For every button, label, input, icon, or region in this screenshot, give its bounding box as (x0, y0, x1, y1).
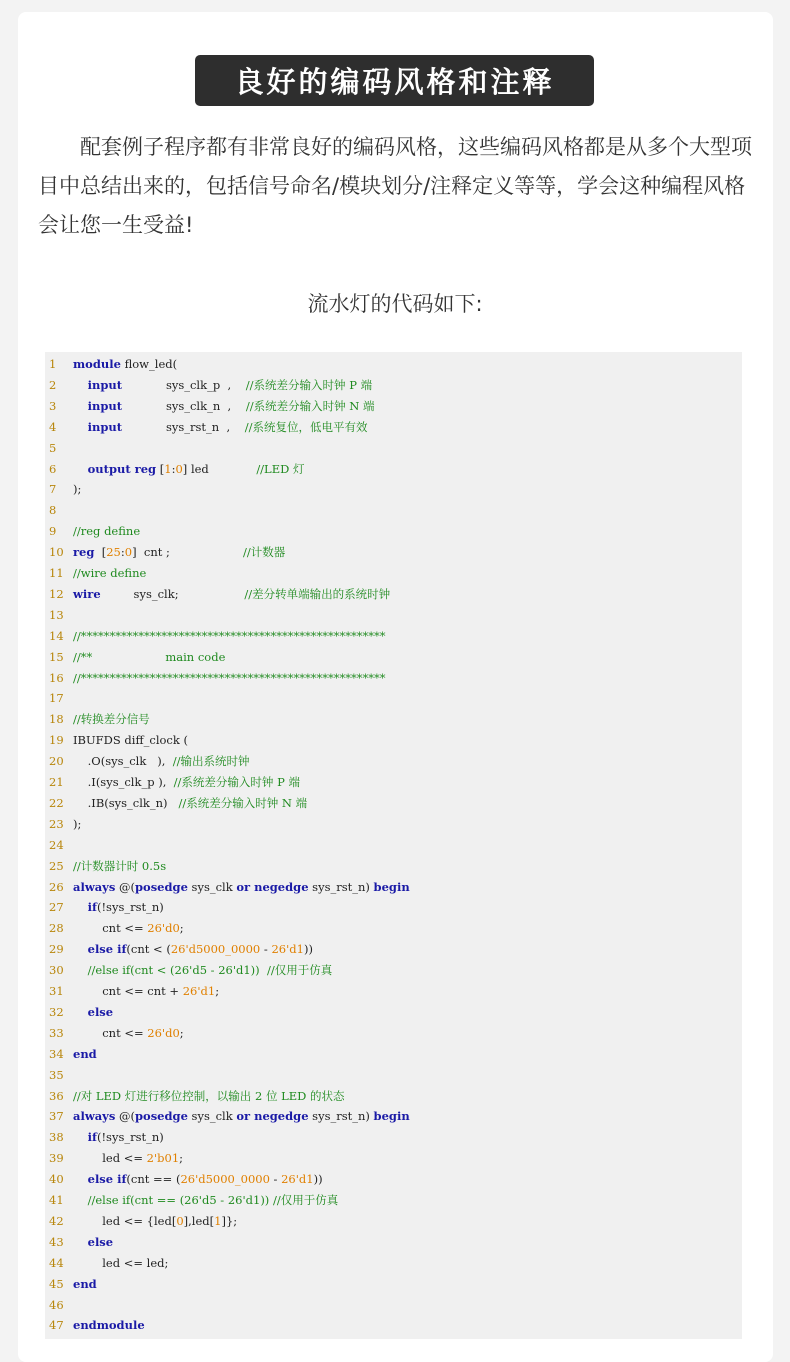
code-text: @( (115, 879, 135, 894)
line-number: 14 (49, 628, 64, 643)
code-line (45, 1315, 145, 1336)
line-number: 39 (49, 1151, 64, 1166)
code-text: ; (215, 984, 220, 998)
code-line (45, 1086, 345, 1107)
code-keyword: reg (73, 545, 95, 560)
code-text: sys_clk (187, 879, 237, 894)
code-text: cnt <= cnt + (73, 984, 183, 998)
code-text: : (171, 461, 176, 476)
code-text: [ (94, 545, 107, 560)
code-keyword: end (73, 1046, 97, 1061)
code-keyword: input (87, 419, 123, 434)
code-keyword: module (73, 357, 121, 371)
line-number: 4 (49, 419, 57, 434)
code-line (45, 1169, 323, 1190)
line-number: 12 (49, 586, 64, 601)
line-number: 8 (49, 503, 57, 518)
code-text (73, 399, 88, 413)
line-number: 9 (49, 524, 57, 539)
code-number: 26'd1 (281, 1172, 314, 1187)
code-number: 26'd1 (182, 984, 216, 998)
code-comment: //计数器 (243, 545, 286, 560)
line-number: 34 (49, 1046, 64, 1061)
code-number: 25 (106, 545, 121, 560)
code-line (45, 1211, 237, 1232)
code-text: )) (313, 1172, 323, 1187)
code-comment: //对 LED 灯进行移位控制，以输出 2 位 LED 的状态 (73, 1088, 345, 1103)
line-number: 15 (49, 649, 64, 664)
code-text: ],led[ (183, 1213, 215, 1228)
line-number: 24 (49, 837, 64, 852)
code-comment: //else if(cnt == (26'd5 - 26'd1)) //仅用于仿真 (87, 1193, 339, 1207)
code-comment: //差分转单端输出的系统时钟 (244, 586, 391, 601)
line-number: 17 (49, 691, 64, 706)
code-text (73, 1235, 88, 1249)
code-keyword: input (87, 398, 123, 413)
line-number: 18 (49, 712, 64, 727)
code-keyword: posedge (134, 879, 188, 894)
code-number: 0 (124, 545, 133, 560)
code-text: ] cnt ; (132, 545, 243, 560)
code-line (45, 605, 73, 626)
code-text: cnt <= (73, 921, 148, 936)
code-text: .IB(sys_clk_n) (73, 795, 179, 810)
code-text: (!sys_rst_n) (96, 1130, 164, 1145)
code-text: sys_clk (187, 1109, 237, 1124)
code-keyword: if (87, 900, 97, 915)
title-banner: 良好的编码风格和注释 (195, 55, 594, 106)
code-keyword: always (73, 879, 116, 894)
code-text: sys_clk_p , (122, 377, 246, 392)
code-text (73, 420, 88, 434)
code-number: 26'd0 (147, 921, 180, 936)
code-keyword: input (87, 377, 123, 392)
code-line (45, 730, 188, 751)
line-number: 22 (49, 795, 64, 810)
line-number: 42 (49, 1213, 64, 1228)
code-line (45, 1127, 164, 1148)
code-line (45, 814, 81, 835)
code-comment: //reg define (73, 524, 141, 539)
code-line (45, 668, 386, 689)
code-text: ; (179, 1025, 184, 1040)
code-line (45, 1044, 97, 1065)
line-number: 7 (49, 482, 57, 497)
code-line (45, 751, 250, 772)
code-comment: //***************************************************** (73, 628, 386, 643)
line-number: 23 (49, 816, 64, 831)
code-line (45, 835, 73, 856)
code-block (45, 352, 742, 1339)
code-keyword: else (87, 1004, 114, 1019)
code-text: IBUFDS diff_clock ( (73, 733, 188, 748)
line-number: 46 (49, 1297, 64, 1312)
code-keyword: always (73, 1109, 116, 1124)
code-comment: //输出系统时钟 (172, 754, 250, 769)
code-text: (cnt == ( (126, 1172, 181, 1187)
code-text: ; (179, 1151, 184, 1166)
code-text: - (269, 1172, 282, 1187)
code-keyword: begin (373, 879, 410, 894)
code-comment: //转换差分信号 (73, 712, 150, 727)
code-text (73, 1005, 88, 1019)
code-text: led <= {led[ (73, 1213, 177, 1228)
code-number: 1 (164, 461, 172, 476)
code-keyword: end (73, 1276, 97, 1291)
code-number: 2'b01 (146, 1151, 180, 1166)
code-line (45, 1065, 73, 1086)
code-text: led <= led; (73, 1255, 169, 1270)
code-comment: //else if(cnt < (26'd5 - 26'd1)) //仅用于仿真 (87, 963, 333, 978)
line-number: 2 (49, 377, 57, 392)
code-keyword: begin (373, 1109, 410, 1124)
line-number: 41 (49, 1193, 64, 1207)
code-comment: //系统差分输入时钟 P 端 (173, 775, 300, 789)
code-text (73, 942, 88, 956)
code-text: ; (179, 921, 184, 936)
code-keyword: or negedge (236, 879, 309, 894)
code-keyword: if (87, 1130, 97, 1145)
code-line (45, 626, 386, 647)
code-comment: //wire define (73, 566, 147, 580)
code-text: .O(sys_clk ), (73, 754, 173, 769)
code-line (45, 1253, 168, 1274)
code-line (45, 563, 146, 584)
code-line (45, 1295, 73, 1316)
code-line (45, 479, 81, 500)
code-text: .I(sys_clk_p ), (73, 775, 174, 789)
code-text: )) (303, 942, 313, 957)
code-text: (cnt < ( (126, 942, 171, 957)
code-text: sys_rst_n) (308, 879, 374, 894)
code-line (45, 939, 313, 960)
code-number: 26'd5000_0000 (170, 942, 261, 957)
code-line (45, 417, 368, 438)
code-line (45, 521, 140, 542)
code-line (45, 772, 300, 793)
code-line (45, 960, 332, 981)
code-keyword: endmodule (73, 1318, 145, 1333)
code-keyword: else (87, 1234, 114, 1249)
line-number: 25 (49, 858, 64, 873)
code-line (45, 396, 374, 417)
line-number: 43 (49, 1234, 64, 1249)
code-keyword: output reg (87, 461, 157, 476)
line-number: 11 (49, 566, 64, 580)
line-number: 35 (49, 1067, 64, 1082)
line-number: 33 (49, 1025, 64, 1040)
line-number: 5 (49, 440, 57, 455)
line-number: 47 (49, 1318, 64, 1333)
code-line (45, 1274, 97, 1295)
code-text: ); (73, 816, 82, 831)
code-text: sys_rst_n , (122, 419, 245, 434)
code-line (45, 584, 390, 605)
code-text: cnt <= (73, 1025, 148, 1040)
line-number: 21 (49, 775, 64, 789)
line-number: 31 (49, 984, 64, 998)
code-text: sys_rst_n) (308, 1109, 374, 1124)
code-line (45, 438, 73, 459)
code-line (45, 918, 184, 939)
code-keyword: or negedge (236, 1109, 309, 1124)
line-number: 28 (49, 921, 64, 936)
code-text: ] led (182, 461, 257, 476)
code-line (45, 688, 73, 709)
code-line (45, 981, 219, 1002)
line-number: 36 (49, 1088, 64, 1103)
code-text: ); (73, 482, 82, 497)
code-comment: //系统差分输入时钟 N 端 (245, 398, 375, 413)
code-keyword: else if (87, 1172, 127, 1187)
code-text: sys_clk; (100, 586, 245, 601)
code-line (45, 897, 164, 918)
code-line (45, 354, 177, 375)
line-number: 38 (49, 1130, 64, 1145)
line-number: 37 (49, 1109, 64, 1124)
code-line (45, 542, 285, 563)
code-text (73, 1172, 88, 1186)
line-number: 44 (49, 1255, 64, 1270)
code-line (45, 856, 166, 877)
line-number: 45 (49, 1276, 64, 1291)
code-line (45, 1232, 113, 1253)
code-text (73, 900, 88, 914)
code-line (45, 877, 410, 898)
line-number: 40 (49, 1172, 64, 1187)
line-number: 30 (49, 963, 64, 978)
code-line (45, 1023, 184, 1044)
code-text (73, 462, 88, 476)
code-number: 1 (214, 1213, 222, 1228)
code-line (45, 793, 307, 814)
code-line (45, 709, 150, 730)
code-comment: //系统差分输入时钟 P 端 (245, 377, 373, 392)
line-number: 16 (49, 670, 64, 685)
intro-paragraph: 配套例子程序都有非常良好的编码风格，这些编码风格都是从多个大型项目中总结出来的，包括信号命名/模块划分/注释定义等等，学会这种编程风格会让您一生受益! (38, 135, 752, 237)
code-text: (!sys_rst_n) (96, 900, 164, 915)
line-number: 27 (49, 900, 64, 915)
code-text (73, 378, 88, 392)
code-comment: //***************************************************** (73, 670, 386, 685)
code-keyword: wire (73, 586, 101, 601)
code-text: ]}; (221, 1213, 238, 1228)
line-number: 10 (49, 545, 64, 560)
code-keyword: posedge (134, 1109, 188, 1124)
code-line (45, 1148, 183, 1169)
line-number: 6 (49, 461, 57, 476)
line-number: 20 (49, 754, 64, 769)
code-line (45, 375, 372, 396)
code-keyword: else if (87, 942, 127, 957)
code-number: 0 (175, 461, 183, 476)
code-text: sys_clk_n , (122, 398, 246, 413)
code-text: : (120, 545, 125, 560)
line-number: 13 (49, 607, 64, 622)
code-line (45, 647, 225, 668)
code-text: - (260, 942, 272, 957)
code-line (45, 459, 304, 480)
code-comment: //系统差分输入时钟 N 端 (178, 795, 308, 810)
code-caption: 流水灯的代码如下: (307, 292, 483, 316)
line-number: 1 (49, 357, 57, 371)
code-number: 26'd5000_0000 (180, 1172, 270, 1187)
code-comment: //系统复位，低电平有效 (244, 419, 368, 434)
code-text: @( (115, 1109, 135, 1124)
code-comment: //** main code (73, 649, 226, 664)
line-number: 19 (49, 733, 64, 748)
code-text (73, 1193, 88, 1207)
code-number: 0 (176, 1213, 184, 1228)
code-text: flow_led( (120, 357, 178, 371)
code-line (45, 1106, 410, 1127)
code-line (45, 1002, 113, 1023)
code-line (45, 500, 73, 521)
line-number: 32 (49, 1004, 64, 1019)
code-text: led <= (73, 1151, 147, 1166)
line-number: 29 (49, 942, 64, 957)
code-number: 26'd1 (271, 942, 304, 957)
code-line (45, 1190, 338, 1211)
line-number: 26 (49, 879, 64, 894)
code-comment: //计数器计时 0.5s (73, 858, 167, 873)
code-comment: //LED 灯 (256, 461, 305, 476)
code-text (73, 1130, 88, 1144)
code-text: [ (156, 461, 165, 476)
code-number: 26'd0 (147, 1025, 180, 1040)
line-number: 3 (49, 398, 57, 413)
code-text (73, 963, 88, 977)
